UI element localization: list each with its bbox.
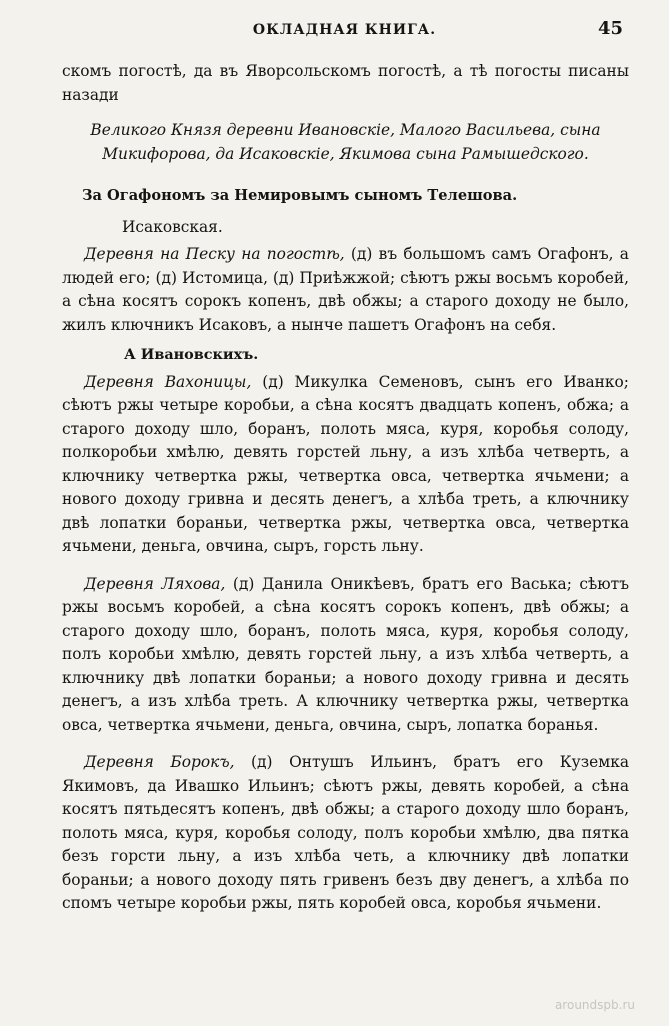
subheading-isakovskaya: Исаковская. <box>122 217 223 236</box>
entry-text-lyakhova: (д) Данила Оникѣевъ, братъ его Васька; сѣютъ ржы восьмъ коробей, а сѣна косятъ сорокъ копенъ, двѣ обжы; а старого доходу шло, боранъ, полоть мяса, куря, коробья солоду, полъ коробьи хмѣлю, девять горстей льну, а изъ хлѣба четверть, а ключнику двѣ лопатки бораньи; а нового доходу гривна и десять денегъ, а изъ хлѣба треть. А ключнику четвертка ржы, четвертка овса, четвертка ячьмени, деньга, овчина, сыръ, лопатка боранья. <box>62 574 629 734</box>
intro-paragraph: скомъ погостѣ, да въ Яворсольскомъ погостѣ, а тѣ погосты писаны назади <box>62 62 629 104</box>
village-name-vakhonitsy: Деревня Вахоницы, <box>84 372 252 391</box>
entry-paragraph-vakhonitsy <box>62 371 629 559</box>
entry-paragraph-borok <box>62 751 629 916</box>
intro-italic-block: Великого Князя деревни Ивановскіе, Малого Васильева, сына Микифорова, да Исаковскіе, Якимова сына Рамышедского. <box>90 121 601 163</box>
entry-text-vakhonitsy: (д) Микулка Семеновъ, сынъ его Иванко; сѣютъ ржы четыре коробьи, а сѣна косятъ двадцать копенъ, обжа; а старого доходу шло, боранъ, полоть мяса, куря, коробья солоду, полкоробьи хмѣлю, девять горстей льну, а изъ хлѣба четверть, а ключнику четвертка ржы, четвертка овса, четвертка ячьмени; а нового доходу гривна и десять денегъ, а хлѣба треть, а ключнику двѣ лопатки бораньи, четвертка ржы, четвертка овса, четвертка ячьмени, деньга, овчина, сыръ, горсть льну. <box>62 372 629 555</box>
entry-paragraph-lyakhova <box>62 573 629 738</box>
subheading-ivanovskikh: А Ивановскихъ. <box>124 346 259 363</box>
entry-text-borok: (д) Онтушъ Ильинъ, братъ его Куземка Якимовъ, да Ивашко Ильинъ; сѣютъ ржы, девять коробей, а сѣна косятъ пятьдесятъ копенъ, двѣ обжы; а старого доходу шло боранъ, полоть мяса, куря, коробья солоду, полъ коробьи хмѣлю, два пятка безъ горсти льну, а изъ хлѣба четь, а ключнику двѣ лопатки бораньи; а нового доходу пять гривенъ безъ дву денегъ, а хлѣба по спомъ четыре коробьи ржы, пять коробей овса, коробья ячьмени. <box>62 753 630 912</box>
running-title: ОКЛАДНАЯ КНИГА. <box>252 22 437 38</box>
entry-text-pesok: (д) въ большомъ самъ Огафонъ, а людей его; (д) Истомица, (д) Приѣжжой; сѣютъ ржы восьмъ коробей, а сѣна косятъ сорокъ копенъ, двѣ обжы; а старого доходу не было, жилъ ключникъ Исаковъ, а нынче пашетъ Огафонъ на себя. <box>62 245 629 334</box>
section-heading: За Огафономъ за Немировымъ сыномъ Телешова. <box>82 187 518 204</box>
village-name-pesok: Деревня на Песку на погостѣ, <box>84 245 345 263</box>
village-name-borok: Деревня Борокъ, <box>84 753 235 771</box>
watermark: aroundspb.ru <box>554 998 635 1012</box>
entry-paragraph-pesok <box>62 243 629 337</box>
village-name-lyakhova: Деревня Ляхова, <box>84 574 226 593</box>
page-header <box>60 18 629 44</box>
page-number: 45 <box>597 18 623 39</box>
page-body <box>62 60 629 916</box>
